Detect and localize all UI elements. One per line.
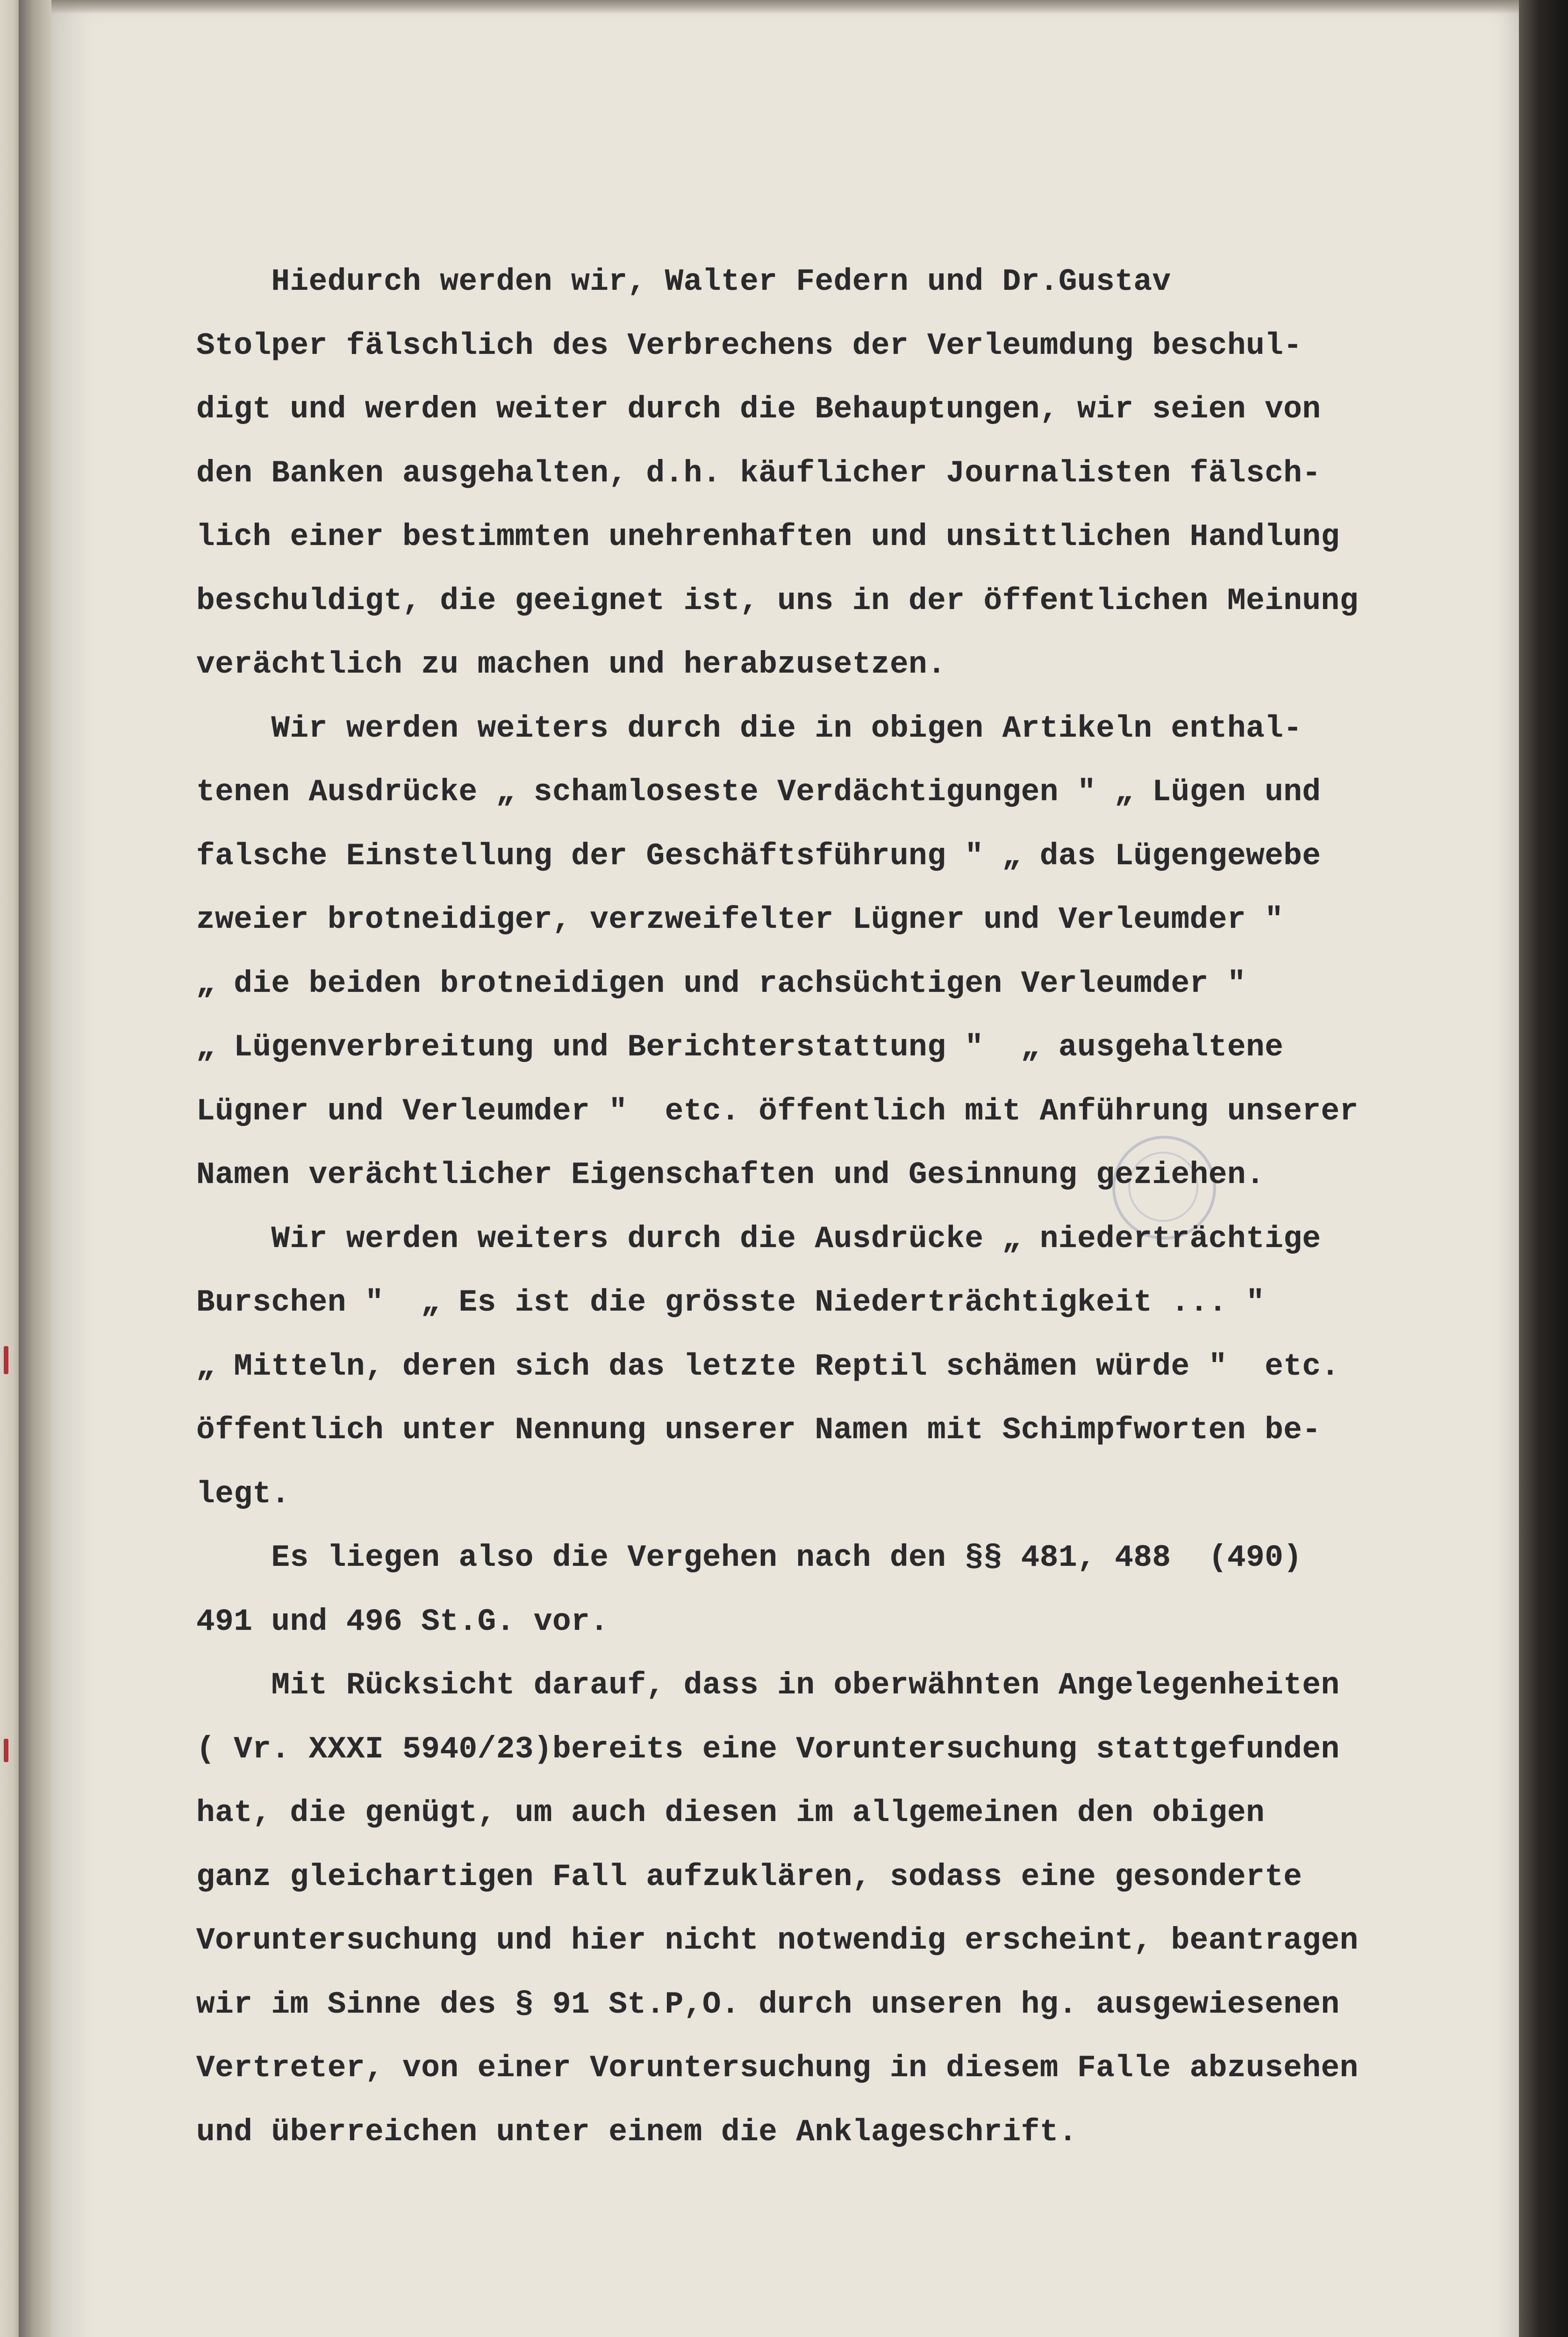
text-line: 491 und 496 St.G. vor. (196, 1604, 609, 1639)
text-line: Hiedurch werden wir, Walter Federn und Dr.Gustav (196, 264, 1171, 299)
typewritten-body-text (196, 250, 1496, 2164)
text-line: Lügner und Verleumder " etc. öffentlich mit Anführung unserer (196, 1093, 1359, 1129)
page-right-edge (1519, 0, 1568, 2337)
text-line: lich einer bestimmten unehrenhaften und unsittlichen Handlung (196, 519, 1340, 554)
text-line: ( Vr. XXXI 5940/23)bereits eine Voruntersuchung stattgefunden (196, 1731, 1340, 1767)
text-line: Vertreter, von einer Voruntersuchung in diesem Falle abzusehen (196, 2050, 1359, 2086)
text-line: Namen verächtlicher Eigenschaften und Gesinnung geziehen. (196, 1157, 1265, 1192)
text-line: Wir werden weiters durch die Ausdrücke „ niederträchtige (196, 1221, 1321, 1256)
text-line: beschuldigt, die geeignet ist, uns in der öffentlichen Meinung (196, 583, 1359, 618)
text-line: öffentlich unter Nennung unserer Namen mit Schimpfworten be- (196, 1412, 1321, 1448)
text-line: den Banken ausgehalten, d.h. käuflicher Journalisten fälsch- (196, 455, 1321, 491)
red-margin-mark (4, 1739, 8, 1762)
text-line: verächtlich zu machen und herabzusetzen. (196, 647, 946, 682)
text-line: hat, die genügt, um auch diesen im allgemeinen den obigen (196, 1795, 1265, 1830)
text-line: Burschen " „ Es ist die grösste Niederträchtigkeit ... " (196, 1285, 1265, 1320)
adjacent-page-edge (0, 0, 19, 2337)
text-line: „ die beiden brotneidigen und rachsüchtigen Verleumder " (196, 966, 1246, 1001)
text-line: „ Mitteln, deren sich das letzte Reptil schämen würde " etc. (196, 1348, 1340, 1384)
binding-gutter (19, 0, 51, 2337)
text-line: wir im Sinne des § 91 St.P,O. durch unseren hg. ausgewiesenen (196, 1986, 1340, 2022)
text-line: Wir werden weiters durch die in obigen Artikeln enthal- (196, 710, 1303, 746)
text-line: Es liegen also die Vergehen nach den §§ 481, 488 (490) (196, 1540, 1303, 1575)
page-top-edge (51, 0, 1519, 14)
text-line: Voruntersuchung und hier nicht notwendig erscheint, beantragen (196, 1923, 1359, 1958)
text-line: ganz gleichartigen Fall aufzuklären, sodass eine gesonderte (196, 1859, 1303, 1894)
text-line: Mit Rücksicht darauf, dass in oberwähnten Angelegenheiten (196, 1668, 1340, 1703)
red-margin-mark (4, 1346, 8, 1374)
text-line: digt und werden weiter durch die Behauptungen, wir seien von (196, 392, 1321, 427)
text-line: „ Lügenverbreitung und Berichterstattung " „ ausgehaltene (196, 1030, 1284, 1065)
text-line: falsche Einstellung der Geschäftsführung " „ das Lügengewebe (196, 838, 1321, 874)
text-line: tenen Ausdrücke „ schamloseste Verdächtigungen " „ Lügen und (196, 774, 1321, 810)
text-line: und überreichen unter einem die Anklageschrift. (196, 2114, 1078, 2150)
text-line: Stolper fälschlich des Verbrechens der Verleumdung beschul- (196, 328, 1303, 363)
text-line: legt. (196, 1476, 290, 1512)
text-line: zweier brotneidiger, verzweifelter Lügner und Verleumder " (196, 902, 1284, 937)
